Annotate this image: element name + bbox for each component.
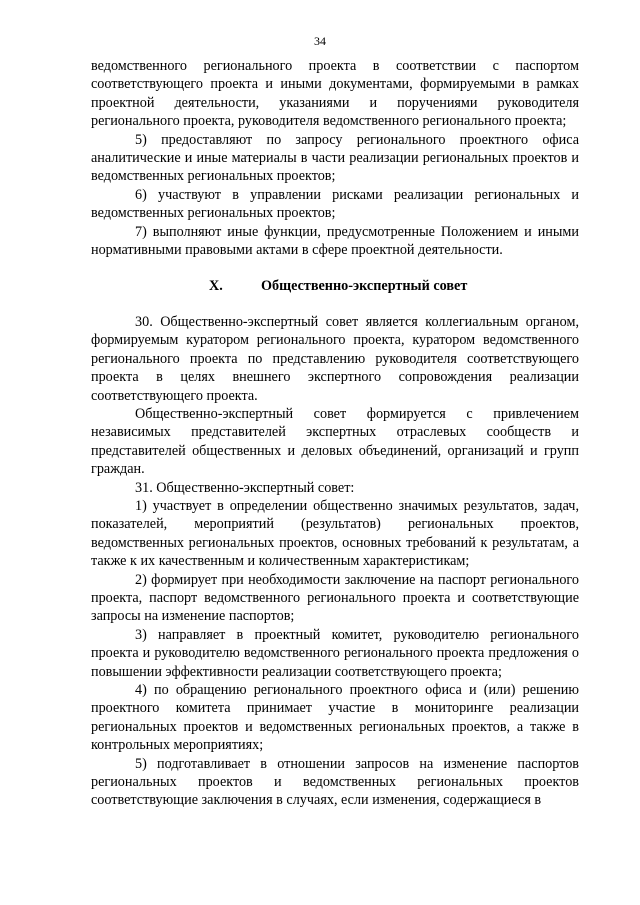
paragraph: 31. Общественно-экспертный совет: bbox=[135, 479, 355, 496]
paragraph: 5) предоставляют по запросу регионального проектного офиса аналитические и иные материалы в части реализации региональных проектов и ведомственных региональных проектов; bbox=[91, 131, 579, 185]
paragraph: 30. Общественно-экспертный совет является коллегиальным органом, формируемым куратором регионального проекта, куратором ведомственного регионального проекта по представлению руководителя соответствующего проекта в целях внешнего экспертного сопровождения реализации соответствующего проекта. bbox=[91, 313, 579, 404]
section-number: X. bbox=[209, 278, 223, 295]
paragraph: 5) подготавливает в отношении запросов на изменение паспортов региональных проектов и ведомственных региональных проектов соответствующие заключения в случаях, если изменения, содержащиеся в bbox=[91, 755, 579, 809]
paragraph: 2) формирует при необходимости заключение на паспорт регионального проекта, паспорт ведомственного регионального проекта и соответствующие запросы на изменение паспортов; bbox=[91, 571, 579, 625]
paragraph: 6) участвуют в управлении рисками реализации региональных и ведомственных региональных проектов; bbox=[91, 186, 579, 222]
section-title: Общественно-экспертный совет bbox=[261, 278, 468, 295]
page-number: 34 bbox=[314, 34, 326, 48]
paragraph: ведомственного регионального проекта в соответствии с паспортом соответствующего проекта и иными документами, формируемыми в рамках проектной деятельности, указаниями и поручениями руководителя регионального проекта, руководителя ведомственного регионального проекта; bbox=[91, 58, 579, 130]
paragraph: 3) направляет в проектный комитет, руководителю регионального проекта и руководителю ведомственного регионального проекта предложения о повышении эффективности реализации соответствующего проекта; bbox=[91, 626, 579, 680]
paragraph: 4) по обращению регионального проектного офиса и (или) решению проектного комитета принимает участие в мониторинге реализации региональных проектов и ведомственных региональных проектов, а также в контрольных мероприятиях; bbox=[91, 682, 579, 754]
paragraphs-after-section bbox=[91, 313, 579, 810]
section-heading bbox=[91, 277, 579, 295]
page-content bbox=[91, 57, 579, 810]
paragraphs-before-section bbox=[91, 57, 579, 259]
paragraph: Общественно-экспертный совет формируется с привлечением независимых представителей экспертных отраслевых сообществ и представителей общественных и деловых объединений, организаций и групп граждан. bbox=[91, 405, 579, 478]
paragraph: 1) участвует в определении общественно значимых результатов, задач, показателей, мероприятий (результатов) региональных проектов, ведомственных региональных проектов, основных требований к результатам, а также к их качественным и количественным характеристикам; bbox=[91, 497, 579, 570]
paragraph: 7) выполняют иные функции, предусмотренные Положением и иными нормативными правовыми актами в сфере проектной деятельности. bbox=[91, 223, 579, 259]
